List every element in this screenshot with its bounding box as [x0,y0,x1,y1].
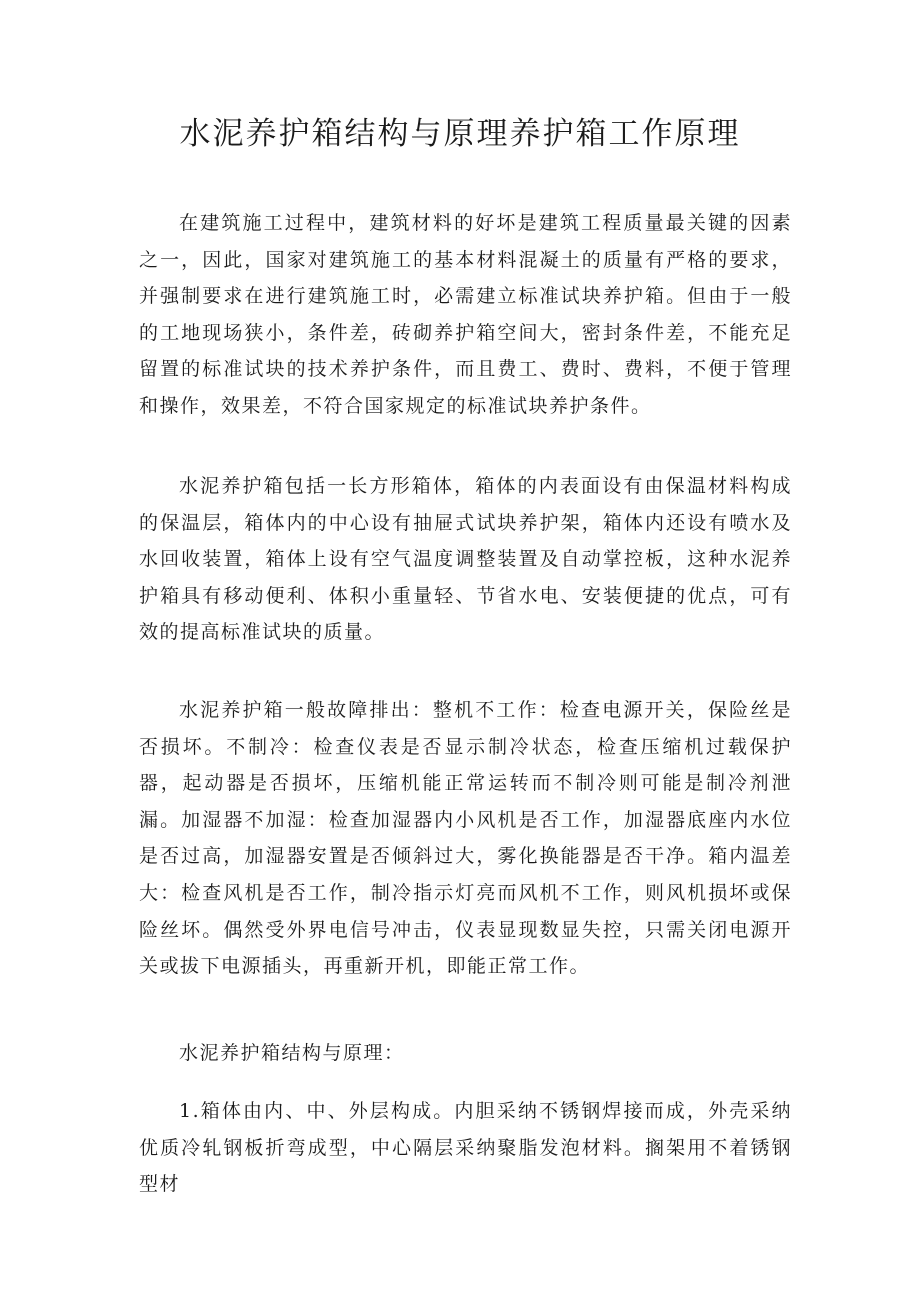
paragraph-troubleshooting: 水泥养护箱一般故障排出：整机不工作：检查电源开关，保险丝是否损坏。不制冷：检查仪表是否显示制冷状态，检查压缩机过载保护器，起动器是否损坏，压缩机能正常运转而不制冷则可能是制冷剂泄漏。加湿器不加湿：检查加湿器内小风机是否工作，加湿器底座内水位是否过高，加湿器安置是否倾斜过大，雾化换能器是否干净。箱内温差大：检查风机是否工作，制冷指示灯亮而风机不工作，则风机损坏或保险丝坏。偶然受外界电信号冲击，仪表显现数显失控，只需关闭电源开关或拔下电源插头，再重新开机，即能正常工作。 [139,699,792,978]
paragraph-structure-item-1: 1.箱体由内、中、外层构成。内胆采纳不锈钢焊接而成，外壳采纳优质冷轧钢板折弯成型，中心隔层采纳聚脂发泡材料。搁架用不着锈钢型材 [139,1100,792,1196]
paragraph-structure-heading: 水泥养护箱结构与原理： [179,1042,405,1064]
paragraph-intro: 在建筑施工过程中，建筑材料的好坏是建筑工程质量最关键的因素之一，因此，国家对建筑施工的基本材料混凝土的质量有严格的要求，并强制要求在进行建筑施工时，必需建立标准试块养护箱。但由于一般的工地现场狭小，条件差，砖砌养护箱空间大，密封条件差，不能充足留置的标准试块的技术养护条件，而且费工、费时、费料，不便于管理和操作，效果差，不符合国家规定的标准试块养护条件。 [139,212,792,417]
document-title: 水泥养护箱结构与原理养护箱工作原理 [179,116,741,152]
paragraph-description: 水泥养护箱包括一长方形箱体，箱体的内表面设有由保温材料构成的保温层，箱体内的中心设有抽屉式试块养护架，箱体内还设有喷水及水回收装置，箱体上设有空气温度调整装置及自动掌控板，这种水泥养护箱具有移动便利、体积小重量轻、节省水电、安装便捷的优点，可有效的提高标准试块的质量。 [139,475,792,644]
